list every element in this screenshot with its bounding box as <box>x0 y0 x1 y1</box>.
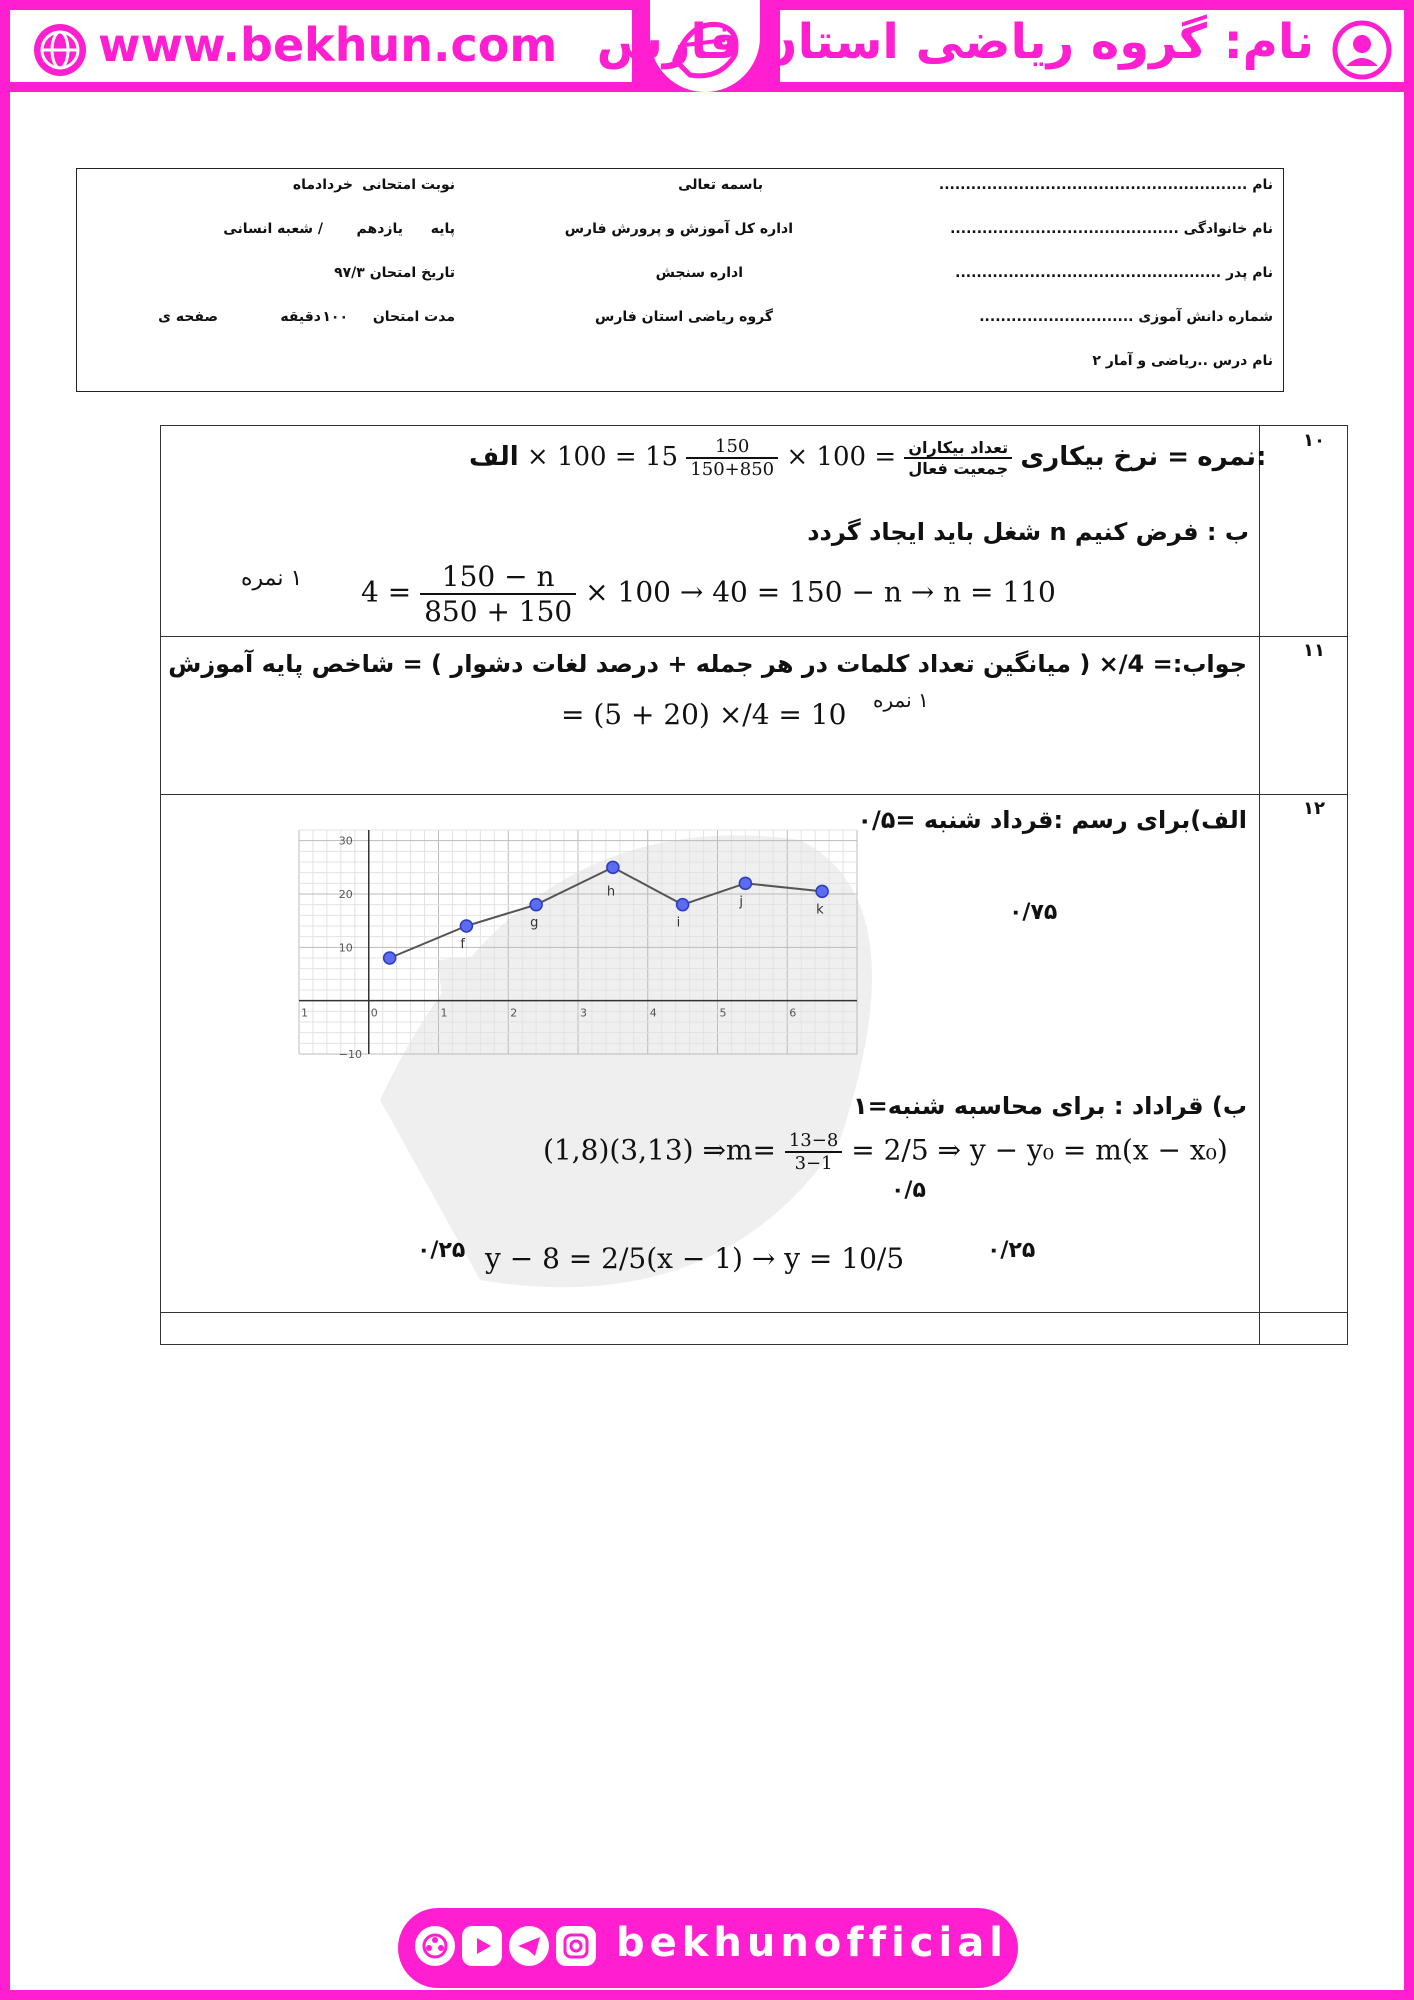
course-field: نام درس ..ریاضی و آمار ۲ <box>1092 353 1273 369</box>
point-label: i <box>676 915 681 931</box>
row-divider <box>161 636 1347 637</box>
q12-part-b: ب) قراداد : برای محاسبه شنبه=۱ <box>853 1092 1247 1120</box>
q10-part-b-score: ۱ نمره <box>241 566 303 591</box>
branch-value: / شعبه انسانی <box>223 221 323 237</box>
aparat-icon[interactable] <box>415 1926 455 1966</box>
duration-label: مدت امتحان <box>372 309 455 325</box>
q12-part-a: الف)برای رسم :قرداد شنبه =۰/۵ <box>857 806 1247 834</box>
x-tick-label: 1 <box>301 1006 308 1020</box>
duration-value: ۱۰۰ <box>322 309 348 325</box>
q10-value-fraction: $\frac{150}{150+850}$ <box>686 436 778 480</box>
question-number: ۱۱ <box>1303 640 1325 661</box>
y-tick-label: 10 <box>338 941 353 955</box>
x-tick-label: 5 <box>719 1006 727 1020</box>
user-icon <box>1332 20 1392 80</box>
name-field: نام .......................................................... <box>938 177 1273 193</box>
x-tick-label: 0 <box>370 1006 378 1020</box>
telegram-icon[interactable] <box>509 1926 549 1966</box>
point-label: h <box>606 884 616 900</box>
globe-icon <box>30 20 90 80</box>
page-title: نام: گروه ریاضی استان فارس <box>596 14 1314 70</box>
q12-line-score-right: ۰/۲۵ <box>987 1238 1036 1263</box>
q10-ratio-fraction: $\frac{\text{تعداد بیکاران}}{\text{جمعیت فعال}}$ <box>904 438 1012 478</box>
question-number: ۱۰ <box>1303 430 1325 451</box>
exam-date: تاریخ امتحان ۹۷/۳ <box>334 265 455 281</box>
point-label: j <box>739 894 744 910</box>
q10-unemployment-label: = نرخ بیکاری <box>1020 442 1190 472</box>
x-tick-label: 3 <box>580 1006 587 1020</box>
exam-header <box>76 168 1284 392</box>
y-tick-label: 20 <box>338 888 353 901</box>
point-label: k <box>816 902 824 918</box>
site-url[interactable]: www.bekhun.com <box>98 18 558 72</box>
q12-slope-score: ۰/۵ <box>891 1178 926 1203</box>
session-label: نوبت امتحانی <box>362 177 455 193</box>
q10-part-a: نمره = نرخ بیکاری $\frac{\text{تعداد بیکاران}}{\text{جمعیت فعال}}$ = 100 × $\frac{150}{150+850}$ 15 = 100 × الف: <box>469 436 1267 480</box>
instagram-icon[interactable] <box>556 1926 596 1966</box>
page-label: صفحه ی <box>158 309 218 325</box>
grade-label: پایه <box>430 221 455 237</box>
q12-slope-equation: (1,8)(3,13) ⇒m= $\frac{13-8}{3-1}$ = 2/5 ⇒ y − y₀ = m(x − x₀) <box>543 1130 1228 1174</box>
point-label: f <box>460 937 465 952</box>
grade-value: یازدهم <box>356 221 403 237</box>
point-label: g <box>530 915 539 931</box>
q11-answer-line-2: = (5 + 20) ×/4 = 10 <box>561 698 847 731</box>
student-number-field: شماره دانش آموزی ............................. <box>979 309 1273 325</box>
q10-score-word: نمره <box>1197 442 1257 472</box>
x-tick-label: 4 <box>649 1006 657 1020</box>
youtube-icon[interactable] <box>462 1926 502 1966</box>
question-number: ۱۲ <box>1303 798 1325 819</box>
data-point <box>816 885 828 897</box>
y-tick-label: 30 <box>338 834 353 848</box>
q10-part-b-equation: 4 = $\frac{150 - n}{850 + 150}$ × 100 → 40 = 150 − n → n = 110 <box>361 560 1056 628</box>
data-point <box>607 861 619 873</box>
answer-table <box>160 425 1348 1345</box>
q10-part-b: ب : فرض کنیم n شغل باید ایجاد گردد <box>807 518 1249 546</box>
q11-score: ۱ نمره <box>873 688 929 712</box>
data-point <box>677 899 689 911</box>
x-tick-label: 6 <box>789 1006 797 1020</box>
x-tick-label: 1 <box>440 1006 448 1020</box>
q12-line-chart <box>295 826 861 1058</box>
number-column-divider <box>1259 426 1260 1344</box>
org-line-2: اداره سنجش <box>655 265 743 281</box>
session-value: خردادماه <box>292 177 353 193</box>
row-divider <box>161 1312 1347 1313</box>
x-tick-label: 2 <box>510 1006 518 1020</box>
y-tick-label: −10 <box>338 1048 362 1058</box>
data-point <box>739 877 751 889</box>
data-point <box>530 899 542 911</box>
family-field: نام خانوادگی ........................................... <box>950 221 1273 237</box>
q12-line-equation: y − 8 = 2/5(x − 1) → y = 10/5 <box>485 1242 905 1275</box>
social-handle[interactable]: bekhunofficial <box>616 1920 1008 1966</box>
org-line-1: اداره کل آموزش و پرورش فارس <box>564 221 793 237</box>
q12-line-score-left: ۰/۲۵ <box>417 1238 466 1263</box>
data-point <box>384 952 396 964</box>
q12-chart-score: ۰/۷۵ <box>1009 900 1058 925</box>
duration-unit: دقیقه <box>280 309 321 325</box>
father-field: نام پدر .................................................. <box>955 265 1273 281</box>
data-point <box>460 920 472 932</box>
org-line-3: گروه ریاضی استان فارس <box>595 309 773 325</box>
bismillah: باسمه تعالی <box>678 177 763 193</box>
row-divider <box>161 794 1347 795</box>
q11-answer-line-1: جواب:= 4/× ( میانگین تعداد کلمات در هر جمله + درصد لغات دشوار ) = شاخص پایه آموزش <box>168 650 1247 678</box>
